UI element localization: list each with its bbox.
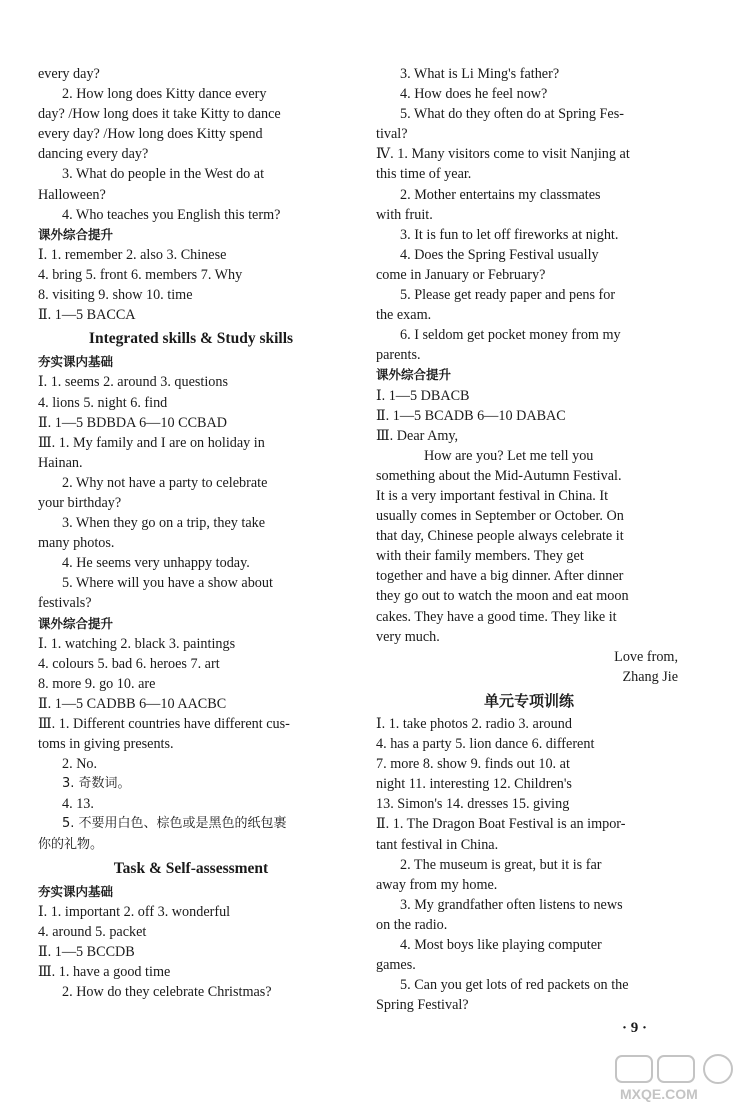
letter-signoff: Love from, — [614, 648, 678, 665]
answer-line: they go out to watch the moon and eat moon — [376, 588, 629, 605]
answer-line: 3. My grandfather often listens to news — [400, 896, 623, 913]
answer-line: 3. What is Li Ming's father? — [400, 66, 560, 82]
answer-line: 你的礼物。 — [38, 836, 104, 852]
letter-signoff: Zhang Jie — [622, 668, 678, 685]
subsection-heading: 课外综合提升 — [376, 367, 452, 383]
answer-line: day? /How long does it take Kitty to dance — [38, 106, 281, 123]
answer-line: 3. It is fun to let off fireworks at night. — [400, 226, 619, 243]
answer-line: 4. Who teaches you English this term? — [62, 206, 281, 223]
answer-line: this time of year. — [376, 166, 472, 183]
answer-line: Ⅱ. 1—5 BCADB 6—10 DABAC — [376, 407, 566, 424]
answer-line: tival? — [376, 126, 408, 143]
answer-line: come in January or February? — [376, 266, 546, 283]
answer-line: 4. has a party 5. lion dance 6. different — [376, 736, 595, 753]
answer-line: your birthday? — [38, 494, 122, 511]
answer-line: toms in giving presents. — [38, 736, 174, 753]
answer-line: Ⅱ. 1. The Dragon Boat Festival is an impor- — [376, 816, 626, 833]
watermark-url: MXQE.COM — [620, 1086, 698, 1102]
answer-line: Ⅱ. 1—5 CADBB 6—10 AACBC — [38, 695, 227, 712]
answer-line: every day? /How long does Kitty spend — [38, 126, 263, 143]
answer-line: parents. — [376, 347, 421, 364]
answer-line: Hainan. — [38, 454, 83, 471]
answer-line: 4. Most boys like playing computer — [400, 937, 602, 954]
answer-line: 5. 不要用白色、棕色或是黑色的纸包裹 — [62, 816, 287, 832]
answer-line: 13. Simon's 14. dresses 15. giving — [376, 796, 570, 813]
answer-line: 8. more 9. go 10. are — [38, 675, 156, 692]
answer-line: many photos. — [38, 535, 115, 552]
answer-line: 3. When they go on a trip, they take — [62, 515, 266, 532]
answer-line: tant festival in China. — [376, 836, 499, 853]
answer-line: with their family members. They get — [376, 548, 584, 565]
answer-line: 4. bring 5. front 6. members 7. Why — [38, 266, 243, 283]
answer-line: Ⅲ. 1. My family and I are on holiday in — [38, 434, 265, 451]
section-title: Task & Self-assessment — [113, 859, 269, 877]
answer-line: Ⅰ. 1. seems 2. around 3. questions — [38, 374, 229, 391]
subsection-heading: 夯实课内基础 — [38, 883, 114, 899]
answer-line: usually comes in September or October. On — [376, 508, 624, 525]
subsection-heading: 课外综合提升 — [38, 615, 114, 631]
answer-line: Ⅱ. 1—5 BDBDA 6—10 CCBAD — [38, 414, 227, 431]
answer-line: Ⅱ. 1—5 BCCDB — [38, 944, 135, 961]
answer-line: 5. Where will you have a show about — [62, 575, 273, 592]
answer-line: the exam. — [376, 307, 432, 324]
answer-line: Ⅰ. 1. remember 2. also 3. Chinese — [38, 246, 227, 263]
answer-line: Ⅲ. 1. Different countries have different cus- — [38, 716, 290, 732]
answer-line: something about the Mid-Autumn Festival. — [376, 467, 622, 484]
answer-line: with fruit. — [376, 206, 433, 223]
section-title: 单元专项训练 — [483, 691, 574, 710]
answer-line: cakes. They have a good time. They like it — [376, 608, 617, 625]
answer-line: together and have a big dinner. After dinner — [376, 568, 624, 585]
answer-line: 6. I seldom get pocket money from my — [400, 327, 621, 344]
section-title: Integrated skills & Study skills — [88, 330, 294, 348]
answer-line: Halloween? — [38, 186, 106, 203]
answer-line: Ⅰ. 1. take photos 2. radio 3. around — [376, 716, 572, 732]
answer-line: Ⅱ. 1—5 BACCA — [38, 307, 136, 324]
letter-line: How are you? Let me tell you — [424, 447, 594, 464]
answer-line: 7. more 8. show 9. finds out 10. at — [376, 756, 570, 773]
answer-line: Ⅲ. 1. have a good time — [38, 964, 171, 981]
page-number: · 9 · — [622, 1020, 648, 1036]
answer-line: that day, Chinese people always celebrate it — [376, 528, 624, 545]
answer-line: dancing every day? — [38, 146, 149, 163]
answer-line: 4. 13. — [62, 796, 94, 813]
answer-line: very much. — [376, 628, 440, 645]
answer-line: 8. visiting 9. show 10. time — [38, 287, 193, 304]
answer-line: away from my home. — [376, 876, 498, 893]
answer-line: 2. Mother entertains my classmates — [400, 186, 601, 203]
subsection-heading: 夯实课内基础 — [38, 354, 114, 370]
answer-line: festivals? — [38, 595, 92, 612]
watermark-logo — [612, 1052, 744, 1104]
right-column — [376, 64, 682, 1015]
answer-line: 2. Why not have a party to celebrate — [62, 474, 268, 491]
subsection-heading: 课外综合提升 — [38, 226, 114, 242]
answer-line: 2. How long does Kitty dance every — [62, 86, 267, 103]
answer-line: 4. lions 5. night 6. find — [38, 394, 168, 411]
answer-line: Ⅰ. 1—5 DBACB — [376, 387, 470, 404]
answer-line: 4. Does the Spring Festival usually — [400, 246, 599, 263]
answer-line: 2. The museum is great, but it is far — [400, 856, 602, 873]
answer-line: games. — [376, 957, 416, 974]
answer-line: night 11. interesting 12. Children's — [376, 776, 572, 793]
answer-line: Ⅲ. Dear Amy, — [376, 427, 459, 444]
answer-line: 4. How does he feel now? — [400, 86, 548, 103]
answer-line: on the radio. — [376, 916, 448, 933]
answer-line: Ⅳ. 1. Many visitors come to visit Nanjing at — [376, 146, 630, 163]
answer-line: Ⅰ. 1. watching 2. black 3. paintings — [38, 635, 236, 652]
answer-line: 4. colours 5. bad 6. heroes 7. art — [38, 655, 220, 672]
answer-line: 4. around 5. packet — [38, 923, 147, 940]
answer-line: 5. What do they often do at Spring Fes- — [400, 106, 624, 123]
answer-line: every day? — [38, 66, 100, 82]
answer-line: 3. 奇数词。 — [62, 776, 131, 792]
answer-line: 3. What do people in the West do at — [62, 166, 265, 183]
answer-line: 2. How do they celebrate Christmas? — [62, 984, 272, 1001]
answer-line: 5. Please get ready paper and pens for — [400, 287, 616, 304]
left-column — [38, 64, 344, 1002]
answer-line: 5. Can you get lots of red packets on the — [400, 977, 629, 994]
answer-line: It is a very important festival in China. It — [376, 487, 609, 504]
answer-line: Ⅰ. 1. important 2. off 3. wonderful — [38, 903, 231, 920]
answer-line: 2. No. — [62, 756, 98, 773]
answer-line: Spring Festival? — [376, 997, 469, 1014]
answer-line: 4. He seems very unhappy today. — [62, 555, 250, 572]
